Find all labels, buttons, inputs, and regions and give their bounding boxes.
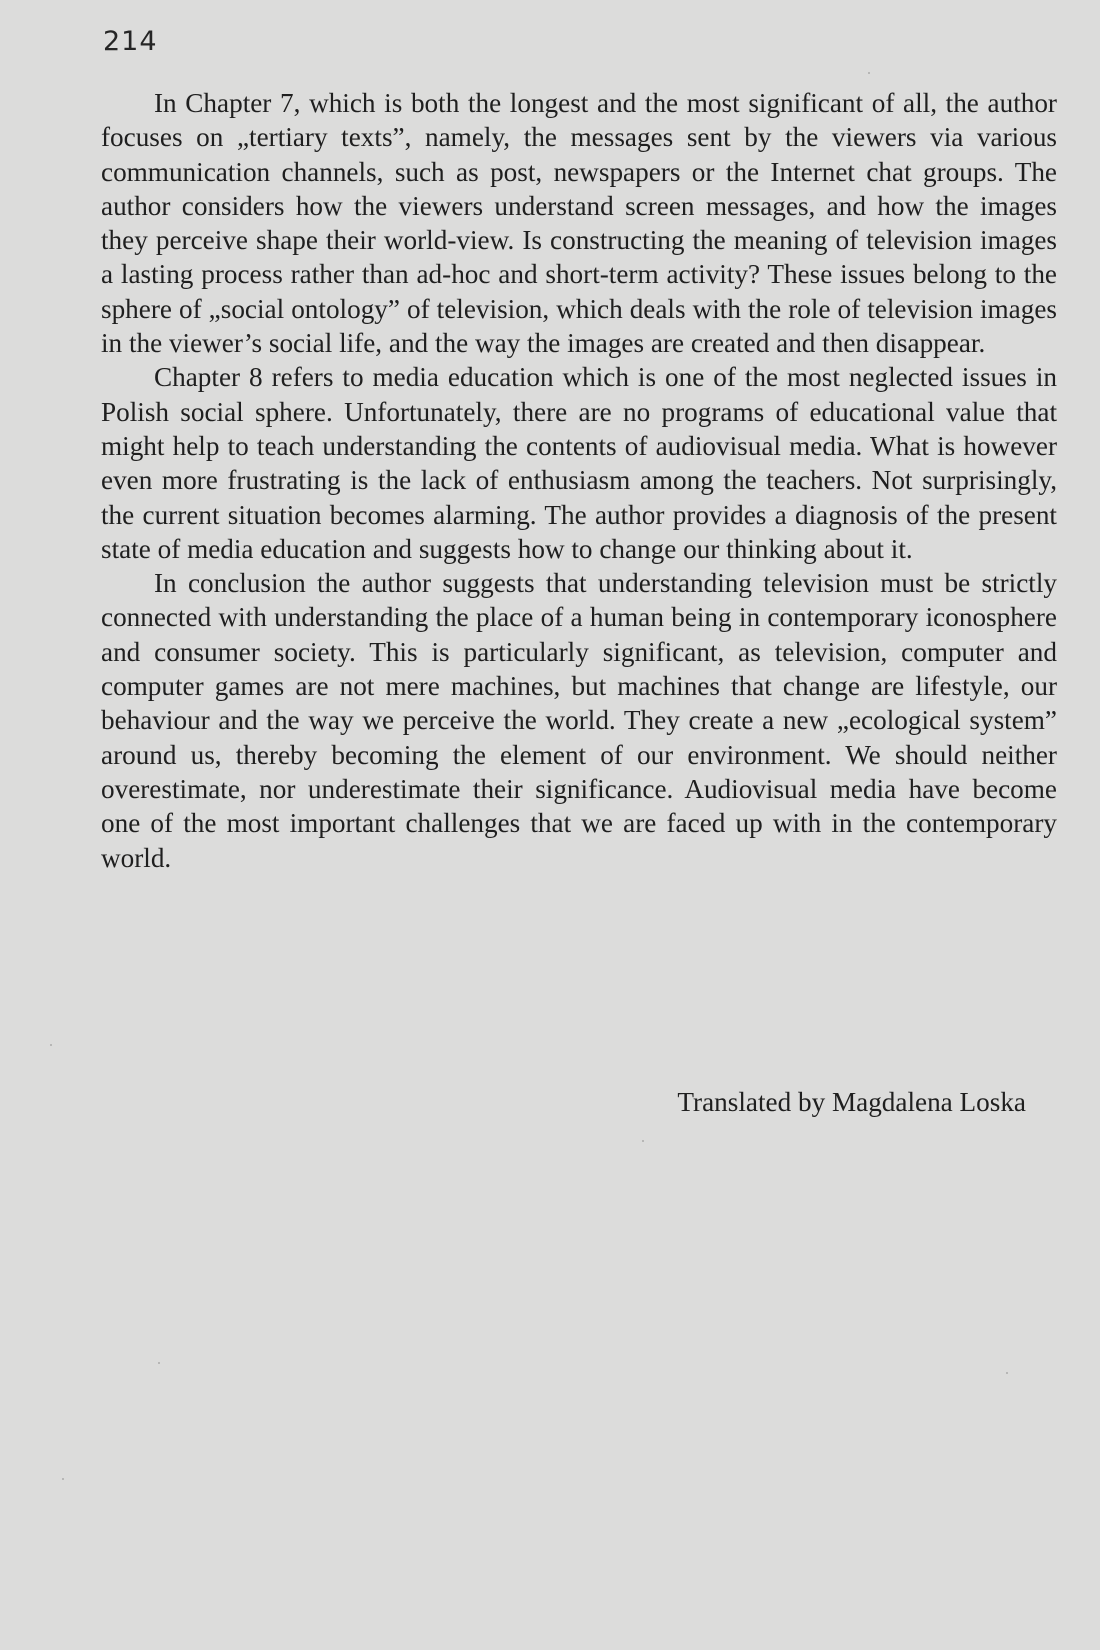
paper-speck (868, 72, 870, 74)
paragraph-chapter-7: In Chapter 7, which is both the longest and the most significant of all, the author focuses on „tertiary texts”, namely, the messages sent by the viewers via various communication channels, such as post, newspapers or the Internet chat groups. The author considers how the viewers understand screen messages, and how the images they perceive shape their world-view. Is constructing the meaning of television images a lasting process rather than ad-hoc and short-term activity? These issues belong to the sphere of „social ontology” of television, which deals with the role of television images in the viewer’s social life, and the way the images are created and then disappear. (101, 88, 1057, 359)
paper-speck (158, 1362, 160, 1364)
paper-speck (62, 1478, 64, 1480)
paper-speck (50, 1044, 52, 1046)
paragraph-conclusion: In conclusion the author suggests that understanding television must be strictly connected with understanding the place of a human being in contemporary iconosphere and consumer society. This is particularly significant, as television, computer and computer games are not mere machines, but machines that change are lifestyle, our behaviour and the way we perceive the world. They create a new „ecological system” around us, thereby becoming the element of our environment. We should neither overestimate, nor underestimate their significance. Audiovisual media have become one of the most important challenges that we are faced up with in the contemporary world. (101, 568, 1057, 873)
paragraph-chapter-8: Chapter 8 refers to media education which is one of the most neglected issues in Polish social sphere. Unfortunately, there are no programs of educational value that might help to teach understanding the contents of audiovisual media. What is however even more frustrating is the lack of enthusiasm among the teachers. Not surprisingly, the current situation becomes alarming. The author provides a diagnosis of the present state of media education and suggests how to change our thinking about it. (101, 362, 1057, 564)
page-number: 214 (103, 26, 158, 57)
paper-speck (642, 1140, 644, 1142)
body-text (101, 86, 1057, 875)
translator-credit: Translated by Magdalena Loska (677, 1087, 1026, 1117)
paper-speck (1006, 1372, 1008, 1374)
